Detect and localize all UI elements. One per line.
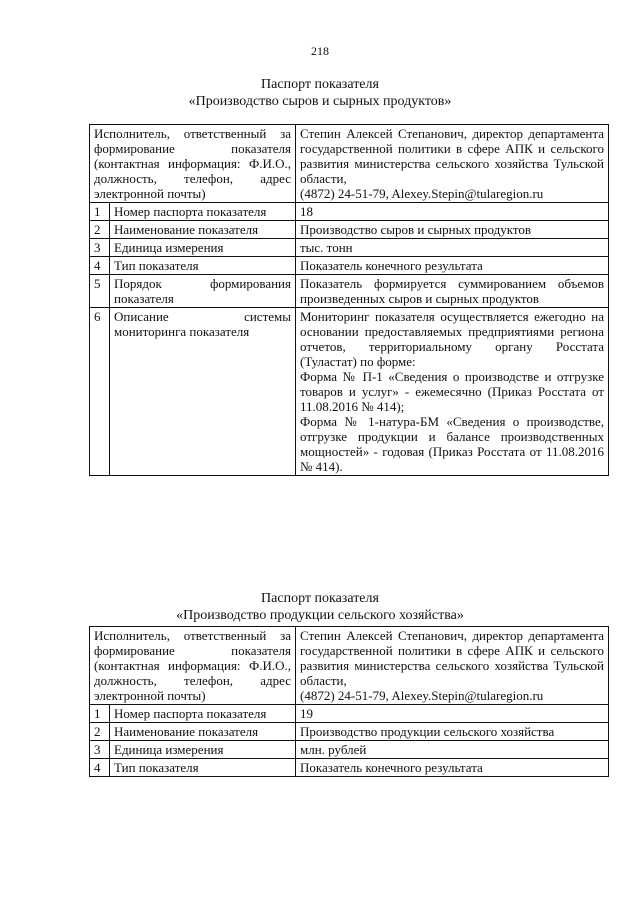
table-row — [90, 705, 609, 723]
row-label: Тип показателя — [110, 759, 296, 777]
page-number: 218 — [311, 44, 329, 58]
passport-1-table — [89, 124, 609, 476]
row-number: 1 — [90, 203, 110, 221]
executor-value: Степин Алексей Степанович, директор департамента государственной политики в сфере АПК и сельского развития министерства сельского хозяйства Тульской области, — [300, 628, 604, 688]
row-number: 2 — [90, 221, 110, 239]
row-number: 2 — [90, 723, 110, 741]
row-value: Показатель конечного результата — [296, 759, 609, 777]
row-label: Наименование показателя — [110, 221, 296, 239]
passport-2-table — [89, 626, 609, 777]
row-label: Порядок формирования показателя — [110, 275, 296, 308]
row-value: Показатель формируется суммированием объемов произведенных сыров и сырных продуктов — [296, 275, 609, 308]
passport-title-line1: Паспорт показателя — [261, 77, 379, 92]
monitoring-form-2: Форма № 1-натура-БМ «Сведения о производстве, отгрузке продукции и балансе производственных мощностей» - годовая (Приказ Росстата от 11.08.2016 № 414). — [300, 414, 604, 474]
executor-label: Исполнитель, ответственный за формирование показателя (контактная информация: Ф.И.О., должность, телефон, адрес электронной почты) — [90, 627, 296, 705]
row-number: 1 — [90, 705, 110, 723]
passport-2-title — [0, 590, 640, 624]
table-row — [90, 221, 609, 239]
table-row — [90, 239, 609, 257]
table-row — [90, 275, 609, 308]
table-row — [90, 627, 609, 705]
table-row — [90, 741, 609, 759]
row-number: 4 — [90, 257, 110, 275]
row-label: Наименование показателя — [110, 723, 296, 741]
row-value: тыс. тонн — [296, 239, 609, 257]
executor-value-cell — [296, 627, 609, 705]
monitoring-form-1: Форма № П-1 «Сведения о производстве и отгрузке товаров и услуг» - ежемесячно (Приказ Росстата от 11.08.2016 № 414); — [300, 369, 604, 414]
monitoring-description-cell — [296, 308, 609, 476]
row-label: Единица измерения — [110, 239, 296, 257]
executor-value-cell — [296, 125, 609, 203]
row-value: Показатель конечного результата — [296, 257, 609, 275]
row-value: 19 — [296, 705, 609, 723]
executor-label: Исполнитель, ответственный за формирование показателя (контактная информация: Ф.И.О., должность, телефон, адрес электронной почты) — [90, 125, 296, 203]
row-number: 4 — [90, 759, 110, 777]
row-label: Единица измерения — [110, 741, 296, 759]
passport-title-line2: «Производство сыров и сырных продуктов» — [188, 94, 452, 109]
row-number: 3 — [90, 239, 110, 257]
executor-contact: (4872) 24-51-79, Alexey.Stepin@tularegion.ru — [300, 688, 544, 703]
table-row — [90, 723, 609, 741]
row-number: 5 — [90, 275, 110, 308]
table-row — [90, 203, 609, 221]
executor-contact: (4872) 24-51-79, Alexey.Stepin@tularegion.ru — [300, 186, 544, 201]
row-label: Номер паспорта показателя — [110, 705, 296, 723]
row-value: Производство продукции сельского хозяйства — [296, 723, 609, 741]
monitoring-text: Мониторинг показателя осуществляется ежегодно на основании предоставляемых предприятиями региона отчетов, территориальному органу Росстата (Туластат) по форме: — [300, 309, 604, 369]
row-label: Номер паспорта показателя — [110, 203, 296, 221]
row-label: Описание системы мониторинга показателя — [110, 308, 296, 476]
table-row — [90, 125, 609, 203]
passport-title-line1: Паспорт показателя — [261, 591, 379, 606]
row-label: Тип показателя — [110, 257, 296, 275]
row-value: 18 — [296, 203, 609, 221]
passport-1-title — [0, 76, 640, 110]
row-value: Производство сыров и сырных продуктов — [296, 221, 609, 239]
row-value: млн. рублей — [296, 741, 609, 759]
executor-value: Степин Алексей Степанович, директор департамента государственной политики в сфере АПК и сельского развития министерства сельского хозяйства Тульской области, — [300, 126, 604, 186]
table-row — [90, 759, 609, 777]
passport-title-line2: «Производство продукции сельского хозяйства» — [176, 608, 464, 623]
row-number: 6 — [90, 308, 110, 476]
table-row — [90, 308, 609, 476]
row-number: 3 — [90, 741, 110, 759]
table-row — [90, 257, 609, 275]
